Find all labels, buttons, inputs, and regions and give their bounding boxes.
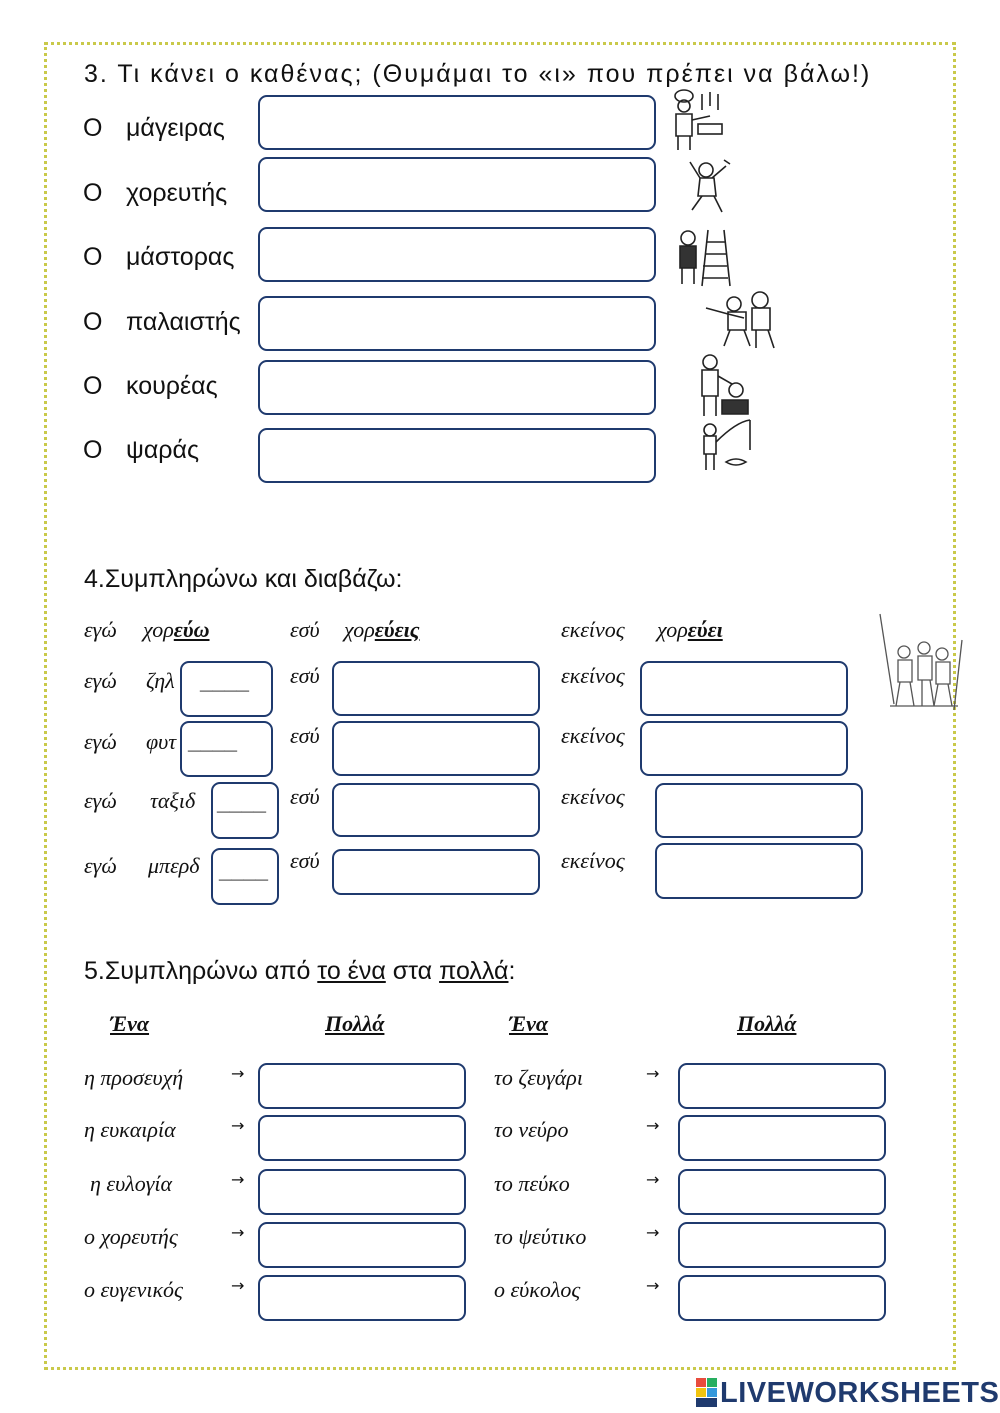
plural-input[interactable] — [258, 1169, 466, 1215]
arrow-right-icon: → — [646, 1223, 660, 1242]
answer-input-esu[interactable] — [332, 783, 540, 837]
singular-word: ο εύκολος — [494, 1277, 581, 1302]
article: Ο — [83, 114, 103, 142]
plural-input[interactable] — [678, 1222, 886, 1268]
pronoun: εγώ — [84, 788, 117, 813]
ending-input[interactable] — [211, 848, 279, 905]
pronoun: εκείνος — [561, 784, 625, 809]
pronoun: εγώ — [84, 853, 117, 878]
answer-input-esu[interactable] — [332, 849, 540, 895]
verb-stem: χορ — [344, 617, 375, 642]
article: Ο — [83, 372, 103, 400]
answer-input-ekeinos[interactable] — [655, 783, 863, 838]
verb-ending: εύεις — [374, 617, 420, 642]
pronoun: εσύ — [290, 784, 320, 809]
arrow-right-icon: → — [646, 1170, 660, 1189]
title-text: 5.Συμπληρώνω από — [84, 957, 318, 985]
craftsman-icon — [672, 226, 732, 288]
arrow-right-icon: → — [231, 1276, 245, 1295]
noun-label: κουρέας — [126, 372, 218, 400]
verb-ending: εύω — [173, 617, 210, 642]
title-text: στα — [385, 957, 440, 985]
arrow-right-icon: → — [231, 1170, 245, 1189]
section5-title — [84, 957, 515, 986]
verb-stem: ταξιδ — [150, 788, 196, 813]
plural-input[interactable] — [678, 1275, 886, 1321]
answer-input-barber[interactable] — [258, 360, 656, 415]
singular-word: η ευλογία — [90, 1171, 173, 1196]
article: Ο — [83, 436, 103, 464]
singular-word: η ευκαιρία — [84, 1117, 176, 1142]
noun-label: μάγειρας — [126, 114, 225, 142]
article: Ο — [83, 179, 103, 207]
pronoun: εκείνος — [561, 723, 625, 748]
plural-input[interactable] — [258, 1115, 466, 1161]
cook-icon — [668, 88, 730, 154]
answer-input-craftsman[interactable] — [258, 227, 656, 282]
pronoun: εσύ — [290, 848, 320, 873]
pronoun: εκείνος — [561, 848, 625, 873]
answer-input-esu[interactable] — [332, 661, 540, 716]
plural-input[interactable] — [258, 1222, 466, 1268]
verb-ending: εύει — [687, 617, 723, 642]
arrow-right-icon: → — [231, 1064, 245, 1083]
title-text: : — [508, 957, 516, 985]
singular-word: το ζευγάρι — [494, 1065, 583, 1090]
noun-label: μάστορας — [126, 243, 235, 271]
pronoun: εγώ — [84, 668, 117, 693]
singular-word: το πεύκο — [494, 1171, 570, 1196]
section3-title: 3. Τι κάνει ο καθένας; (Θυμάμαι το «ι» που πρέπει να βάλω!) — [84, 60, 872, 88]
title-underlined: πολλά — [439, 957, 509, 985]
blank-line: ____ — [200, 669, 249, 694]
column-header-one: Ένα — [509, 1011, 549, 1036]
pronoun: εγώ — [84, 729, 117, 754]
barber-icon — [692, 350, 756, 420]
noun-label: παλαιστής — [126, 308, 241, 336]
section4-title: 4.Συμπληρώνω και διαβάζω: — [84, 565, 403, 593]
plural-input[interactable] — [678, 1115, 886, 1161]
verb-example — [143, 617, 210, 643]
pronoun: εσύ — [290, 617, 320, 642]
singular-word: το νεύρο — [494, 1117, 569, 1142]
article: Ο — [83, 308, 103, 336]
answer-input-ekeinos[interactable] — [640, 721, 848, 776]
liveworksheets-logo[interactable]: LIVEWORKSHEETS — [720, 1377, 1000, 1409]
verb-stem: ζηλ — [146, 668, 175, 693]
arrow-right-icon: → — [646, 1064, 660, 1083]
singular-word: η προσευχή — [84, 1065, 184, 1090]
pronoun: εκείνος — [561, 663, 625, 688]
arrow-right-icon: → — [231, 1116, 245, 1135]
plural-input[interactable] — [678, 1063, 886, 1109]
dancer-icon — [680, 156, 740, 220]
title-underlined: το ένα — [317, 957, 386, 985]
blank-line: ____ — [219, 858, 268, 883]
ending-input[interactable] — [180, 721, 273, 777]
arrow-right-icon: → — [646, 1116, 660, 1135]
fisherman-icon — [696, 418, 756, 474]
verb-stem: φυτ — [146, 729, 177, 754]
noun-label: ψαράς — [126, 436, 199, 464]
verb-stem: χορ — [143, 617, 174, 642]
ending-input[interactable] — [180, 661, 273, 717]
plural-input[interactable] — [258, 1275, 466, 1321]
answer-input-cook[interactable] — [258, 95, 656, 150]
pronoun: εγώ — [84, 617, 117, 642]
answer-input-esu[interactable] — [332, 721, 540, 776]
column-header-many: Πολλά — [325, 1011, 385, 1036]
verb-stem: μπερδ — [148, 853, 200, 878]
blank-line: ____ — [188, 729, 237, 754]
answer-input-ekeinos[interactable] — [655, 843, 863, 899]
noun-label: χορευτής — [126, 179, 228, 207]
ending-input[interactable] — [211, 782, 279, 839]
singular-word: ο ευγενικός — [84, 1277, 183, 1302]
column-header-many: Πολλά — [737, 1011, 797, 1036]
singular-word: ο χορευτής — [84, 1224, 178, 1249]
singular-word: το ψεύτικο — [494, 1224, 587, 1249]
liveworksheets-logo-icon — [696, 1378, 718, 1408]
plural-input[interactable] — [678, 1169, 886, 1215]
article: Ο — [83, 243, 103, 271]
dancers-icon — [876, 610, 968, 730]
verb-example — [344, 617, 420, 643]
answer-input-fisherman[interactable] — [258, 428, 656, 483]
pronoun: εκείνος — [561, 617, 625, 642]
arrow-right-icon: → — [231, 1223, 245, 1242]
verb-stem: χορ — [657, 617, 688, 642]
answer-input-wrestler[interactable] — [258, 296, 656, 351]
pronoun: εσύ — [290, 723, 320, 748]
answer-input-dancer[interactable] — [258, 157, 656, 212]
arrow-right-icon: → — [646, 1276, 660, 1295]
pronoun: εσύ — [290, 663, 320, 688]
column-header-one: Ένα — [110, 1011, 150, 1036]
wrestlers-icon — [700, 290, 786, 352]
blank-line: ____ — [217, 790, 266, 815]
plural-input[interactable] — [258, 1063, 466, 1109]
verb-example — [657, 617, 723, 643]
answer-input-ekeinos[interactable] — [640, 661, 848, 716]
